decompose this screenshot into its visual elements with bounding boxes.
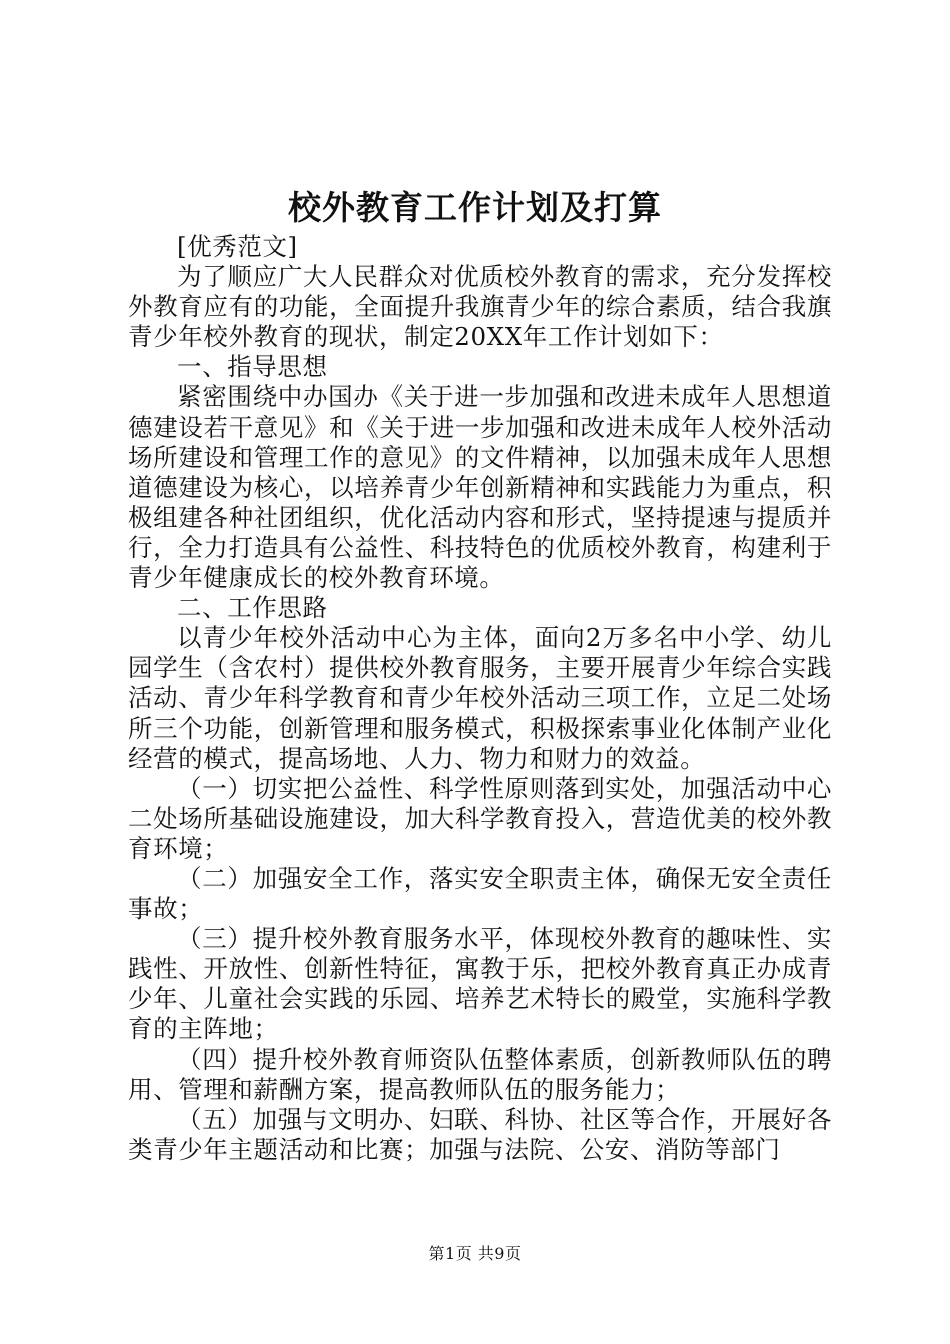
list-item-5: （五）加强与文明办、妇联、科协、社区等合作，开展好各类青少年主题活动和比赛；加强与法院、公安、消防等部门 [128,1104,832,1164]
page-footer: 第1页 共9页 [428,1244,522,1263]
section-heading-work-approach: 二、工作思路 [177,593,328,623]
paragraph-work-approach: 以青少年校外活动中心为主体，面向2万多名中小学、幼儿园学生（含农村）提供校外教育服务，主要开展青少年综合实践活动、青少年科学教育和青少年校外活动三项工作，立足二处场所三个功能，创新管理和服务模式，积极探索事业化体制产业化经营的模式，提高场地、人力、物力和财力的效益。 [128,623,832,773]
paragraph-tag: [优秀范文] [177,232,298,261]
list-item-3: （三）提升校外教育服务水平，体现校外教育的趣味性、实践性、开放性、创新性特征，寓教于乐，把校外教育真正办成青少年、儿童社会实践的乐园、培养艺术特长的殿堂，实施科学教育的主阵地； [128,924,832,1044]
section-heading-guiding-thought: 一、指导思想 [177,352,328,382]
list-item-1: （一）切实把公益性、科学性原则落到实处，加强活动中心二处场所基础设施建设，加大科学教育投入，营造优美的校外教育环境； [128,773,832,863]
list-item-2: （二）加强安全工作，落实安全职责主体，确保无安全责任事故； [128,863,832,924]
document-body [128,232,832,1165]
list-item-4: （四）提升校外教育师资队伍整体素质，创新教师队伍的聘用、管理和薪酬方案，提高教师队伍的服务能力； [128,1044,832,1104]
paragraph-intro: 为了顺应广大人民群众对优质校外教育的需求，充分发挥校外教育应有的功能，全面提升我旗青少年的综合素质，结合我旗青少年校外教育的现状，制定20XX年工作计划如下： [128,262,832,352]
paragraph-guiding-thought: 紧密围绕中办国办《关于进一步加强和改进未成年人思想道德建设若干意见》和《关于进一步加强和改进未成年人校外活动场所建设和管理工作的意见》的文件精神，以加强未成年人思想道德建设为核心，以培养青少年创新精神和实践能力为重点，积极组建各种社团组织，优化活动内容和形式，坚持提速与提质并行，全力打造具有公益性、科技特色的优质校外教育，构建利于青少年健康成长的校外教育环境。 [128,382,832,593]
document-title: 校外教育工作计划及打算 [288,188,662,227]
